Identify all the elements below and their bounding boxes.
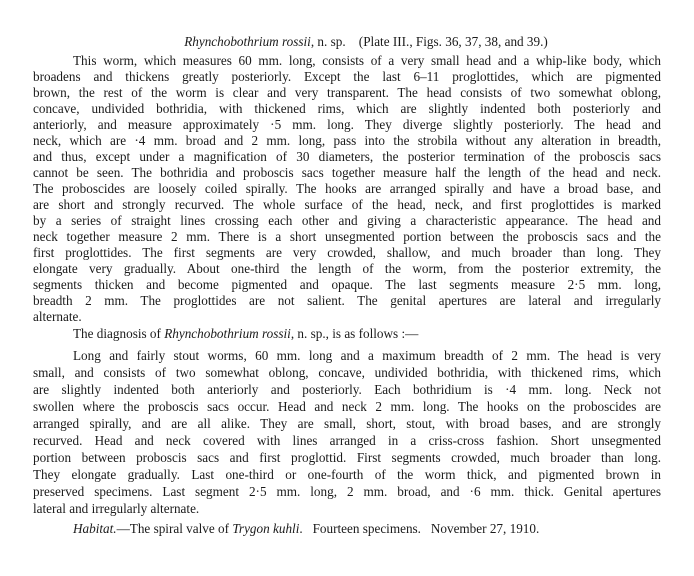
plate-reference: , n. sp. (Plate III., Figs. 36, 37, 38, and 39.)	[310, 34, 548, 49]
text-line: neck together measure 2 mm. There is a short unsegmented portion between the proboscis sacs and the	[33, 229, 661, 244]
habitat-label: Habitat.	[73, 521, 117, 536]
habitat-text: —The spiral valve of	[116, 521, 233, 536]
text-line: alternate.	[33, 309, 82, 324]
text-line: The proboscides are loosely coiled spirally. The hooks are arranged spirally and have a broad base, and	[33, 181, 661, 196]
text-line: swollen where the proboscis sacs occur. Head and neck 2 mm. long. The hooks on the proboscides are	[33, 399, 661, 414]
document-page	[33, 34, 661, 537]
text-line: Long and fairly stout worms, 60 mm. long and a maximum breadth of 2 mm. The head is very	[73, 348, 661, 363]
text-line: are short and strongly recurved. The whole surface of the head, neck, and first proglottides is marked	[33, 197, 661, 212]
diagnosis-intro	[33, 326, 661, 342]
text-line: arranged spirally, and are all alike. They are small, short, stout, with broad bases, and are strongly	[33, 416, 661, 431]
text-line: preserved specimens. Last segment 2·5 mm. long, 2 mm. broad, and ·6 mm. thick. Genital apertures	[33, 484, 661, 499]
host-name: Trygon kuhli	[232, 521, 300, 536]
diagnosis-paragraph	[33, 347, 661, 517]
diagnosis-text: , n. sp., is as follows :—	[290, 326, 419, 341]
species-heading	[71, 34, 661, 50]
text-line: and thus, except under a magnification of 30 diameters, the posterior termination of the proboscis sacs	[33, 149, 661, 164]
text-line: lateral and irregularly alternate.	[33, 501, 200, 516]
species-name: Rhynchobothrium rossii	[164, 326, 291, 341]
text-line: anteriorly, and measure approximately ·5 mm. long. They diverge slightly posteriorly. The head and	[33, 117, 661, 132]
text-line: concave, undivided bothridia, with thickened rims, which are slightly indented both posteriorly and	[33, 101, 661, 116]
species-name: Rhynchobothrium rossii	[184, 34, 311, 49]
text-line: first proglottides. The first segments are very crowded, shallow, and much broader than long. They	[33, 245, 661, 260]
description-paragraph	[33, 53, 661, 325]
text-line: recurved. Head and neck covered with lines arranged in a criss-cross fashion. Short unsegmented	[33, 433, 661, 448]
text-line: breadth 2 mm. The proglottides are not salient. The genital apertures are lateral and irregularly	[33, 293, 661, 308]
text-line: brown, the rest of the worm is clear and very transparent. The head consists of two somewhat oblong,	[33, 85, 661, 100]
text-line: elongate very gradually. About one-third the length of the worm, from the posterior extremity, the	[33, 261, 661, 276]
text-line: cannot be seen. The bothridia and proboscis sacs together measure half the length of the head and neck.	[33, 165, 661, 180]
text-line: neck, which are ·4 mm. broad and 2 mm. long, pass into the strobila without any alteration in breadth,	[33, 133, 661, 148]
text-line: small, and consists of two somewhat oblong, concave, undivided bothridia, with thickened rims, which	[33, 365, 661, 380]
diagnosis-text: The diagnosis of	[73, 326, 165, 341]
text-line: They elongate gradually. Last one-third or one-fourth of the worm thick, and pigmented brown in	[33, 467, 661, 482]
text-line: segments thicken and become pigmented and opaque. The last segments measure 2·5 mm. long,	[33, 277, 661, 292]
habitat-text: . Fourteen specimens. November 27, 1910.	[299, 521, 540, 536]
text-line: portion between proboscis sacs and first proglottid. First segments crowded, much broader than long.	[33, 450, 661, 465]
habitat-line	[33, 521, 661, 537]
text-line: broadens and thickens greatly posteriorly. Except the last 6–11 proglottides, which are pigmented	[33, 69, 661, 84]
text-line: by a series of straight lines crossing each other and giving a characteristic appearance. The head and	[33, 213, 661, 228]
text-line: are slightly indented both anteriorly and posteriorly. Each bothridium is ·4 mm. long. Neck not	[33, 382, 661, 397]
text-line: This worm, which measures 60 mm. long, consists of a very small head and a whip-like body, which	[73, 53, 661, 68]
